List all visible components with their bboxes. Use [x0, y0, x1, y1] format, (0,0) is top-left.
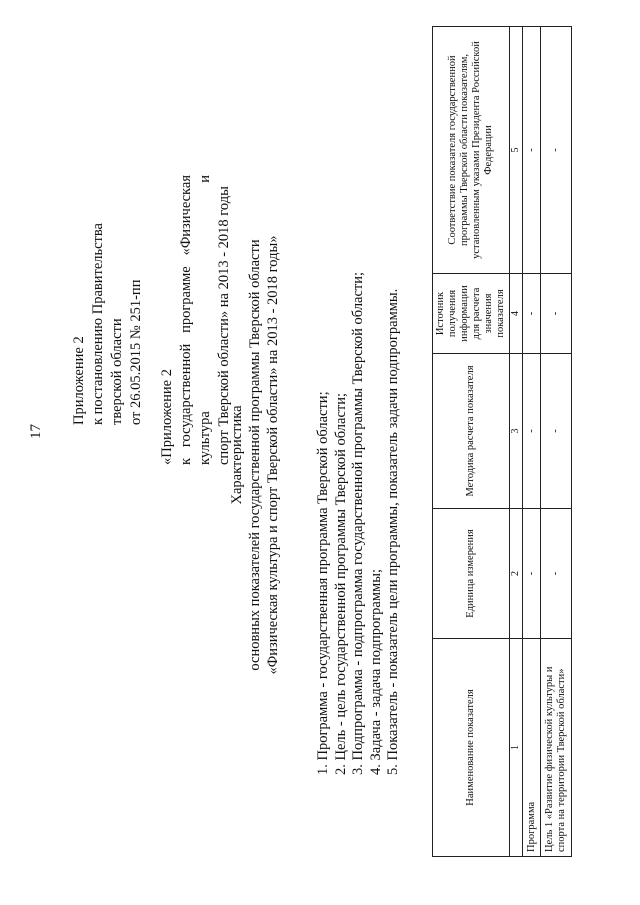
table-cell: Цель 1 «Развитие физической культуры и спорта на территории Тверской области»: [541, 639, 572, 857]
table-cell: -: [523, 274, 541, 354]
column-number: 2: [510, 509, 523, 639]
prior-appendix-note: [158, 175, 234, 465]
page-number: 17: [28, 424, 44, 439]
title-line: «Физическая культура и спорт Тверской области» на 2013 - 2018 годы»: [265, 235, 281, 675]
appendix-header: [70, 223, 146, 425]
table-cell: -: [541, 274, 572, 354]
column-number-row: [510, 27, 523, 857]
table-header-row: [433, 27, 510, 857]
column-number: 5: [510, 27, 523, 274]
table-cell: -: [541, 509, 572, 639]
column-number: 4: [510, 274, 523, 354]
table-cell: -: [523, 509, 541, 639]
definition-item: 4. Задача - задача подпрограммы;: [367, 569, 384, 775]
column-header: Источник получения информации для расчета значения показателя: [433, 274, 510, 354]
title-line: Характеристика: [229, 405, 245, 505]
definitions-list: [315, 272, 403, 775]
table-cell: -: [541, 27, 572, 274]
appendix-line: к постановлению Правительства: [90, 223, 106, 425]
appendix-line: от 26.05.2015 № 251-пп: [128, 279, 144, 425]
column-header: Методика расчета показателя: [433, 354, 510, 509]
appendix-line: тверской области: [109, 318, 125, 425]
column-header: Единица измерения: [433, 509, 510, 639]
table-cell: -: [523, 27, 541, 274]
definition-item: 1. Программа - государственная программа Тверской области;: [315, 391, 331, 775]
column-header: Наименование показателя: [433, 639, 510, 857]
title-line: основных показателей государственной программы Тверской области: [247, 239, 263, 671]
table-cell: Программа: [523, 639, 541, 857]
definition-item: 2. Цель - цель государственной программы Тверской области;: [332, 392, 349, 775]
indicators-table: [432, 26, 572, 857]
column-number: 3: [510, 354, 523, 509]
column-number: 1: [510, 639, 523, 857]
table-row: [541, 27, 572, 857]
column-header: Соответствие показателя государственной программы Тверской области показателям, установленным указами Президента Российской Федерации: [433, 27, 510, 274]
document-title: [228, 185, 282, 725]
table-cell: -: [523, 354, 541, 509]
table-cell: -: [541, 354, 572, 509]
table-row: [523, 27, 541, 857]
definition-item: 5. Показатель - показатель цели программы, показатель задачи подпрограммы.: [385, 288, 401, 775]
definition-item: 3. Подпрограмма - подпрограмма государственной программы Тверской области;: [350, 271, 366, 775]
prior-line: к государственной программе «Физическая культура и: [178, 175, 213, 465]
appendix-line: Приложение 2: [71, 336, 87, 425]
prior-line: спорт Тверской области» на 2013 - 2018 годы: [216, 186, 232, 465]
prior-line: «Приложение 2: [159, 369, 175, 465]
